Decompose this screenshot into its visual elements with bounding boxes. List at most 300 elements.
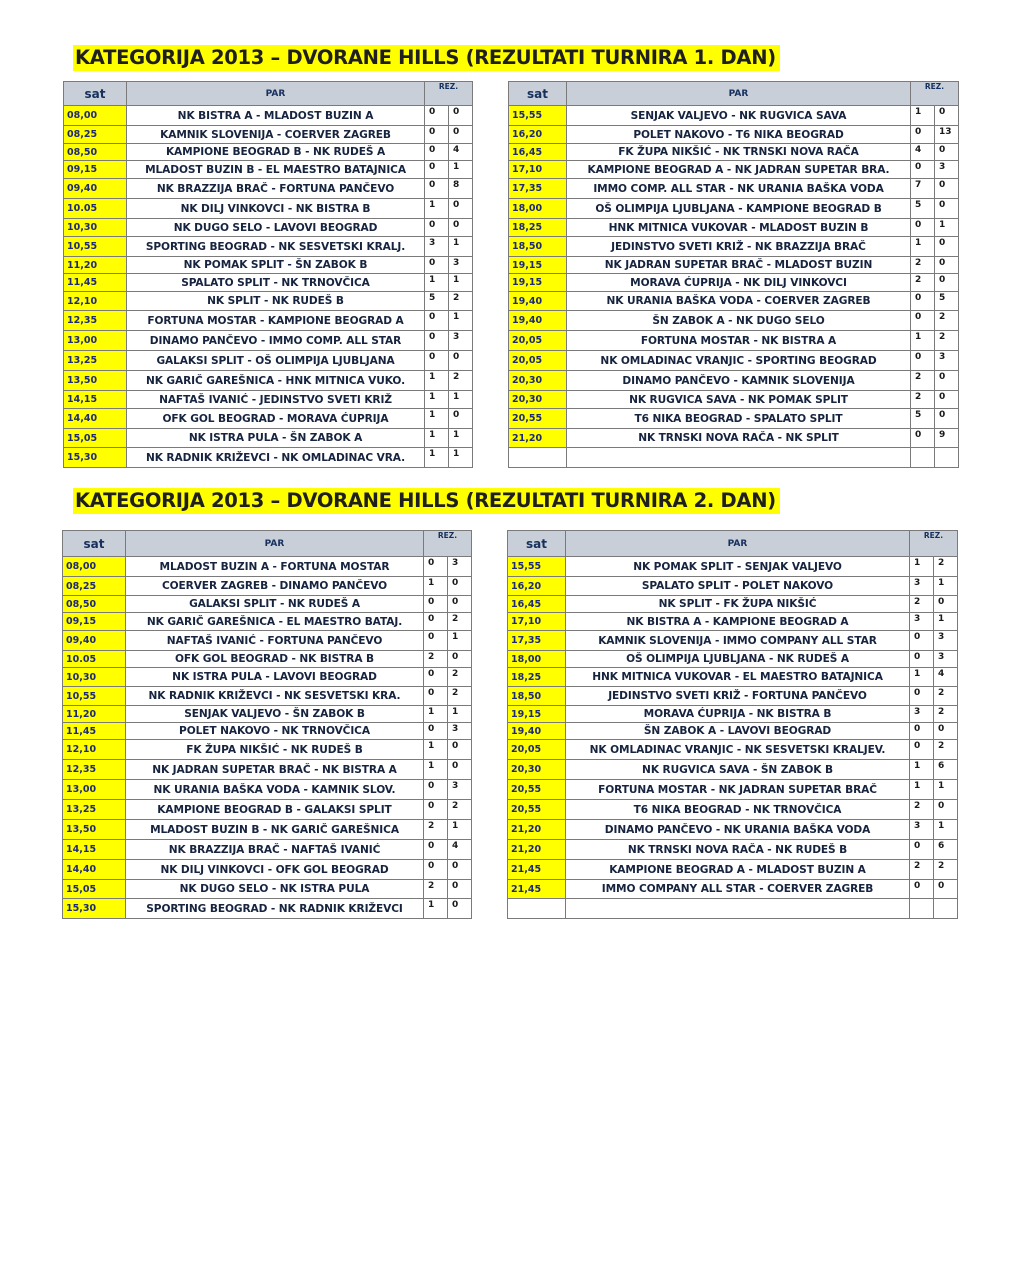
match-time: 20,05 <box>508 740 566 760</box>
away-score: 0 <box>935 237 959 257</box>
away-score: 2 <box>934 557 958 577</box>
match-pair: NK ISTRA PULA - ŠN ZABOK A <box>127 429 425 448</box>
home-score: 5 <box>911 199 935 219</box>
away-score: 3 <box>448 780 472 800</box>
match-row <box>63 800 472 820</box>
away-score: 2 <box>448 613 472 631</box>
away-score: 0 <box>935 409 959 429</box>
match-pair: NAFTAŠ IVANIĆ - FORTUNA PANČEVO <box>126 631 424 651</box>
match-pair: MLADOST BUZIN B - EL MAESTRO BATAJNICA <box>127 161 425 179</box>
match-pair: ŠN ZABOK A - LAVOVI BEOGRAD <box>566 723 910 740</box>
away-score: 2 <box>448 668 472 687</box>
match-time: 16,20 <box>508 577 566 596</box>
match-time: 11,20 <box>63 706 126 723</box>
away-score: 1 <box>449 274 473 292</box>
home-score: 0 <box>910 687 934 706</box>
home-score: 0 <box>424 557 448 577</box>
match-row <box>64 391 473 409</box>
match-time: 12,35 <box>63 760 126 780</box>
match-time: 18,50 <box>508 687 566 706</box>
away-score: 3 <box>449 257 473 274</box>
home-score: 1 <box>425 448 449 468</box>
home-score: 0 <box>911 126 935 144</box>
away-score: 0 <box>934 800 958 820</box>
home-score: 2 <box>424 880 448 899</box>
match-time: 18,25 <box>509 219 567 237</box>
away-score: 0 <box>935 144 959 161</box>
home-score: 1 <box>425 409 449 429</box>
match-pair: NK RUGVICA SAVA - NK POMAK SPLIT <box>567 391 911 409</box>
match-row <box>64 219 473 237</box>
match-row <box>509 199 959 219</box>
away-score: 3 <box>935 161 959 179</box>
match-row <box>64 237 473 257</box>
match-row <box>64 274 473 292</box>
home-score: 1 <box>424 740 448 760</box>
home-score: 2 <box>911 257 935 274</box>
match-row <box>508 596 958 613</box>
header-sat: sat <box>509 82 567 106</box>
home-score: 0 <box>424 668 448 687</box>
match-time: 08,00 <box>64 106 127 126</box>
match-pair: NK TRNSKI NOVA RAČA - NK SPLIT <box>567 429 911 448</box>
home-score: 0 <box>424 800 448 820</box>
match-pair: SPORTING BEOGRAD - NK SESVETSKI KRALJ. <box>127 237 425 257</box>
home-score: 3 <box>910 577 934 596</box>
match-row <box>508 613 958 631</box>
match-time: 13,50 <box>64 371 127 391</box>
match-row <box>64 351 473 371</box>
match-pair: KAMNIK SLOVENIJA - IMMO COMPANY ALL STAR <box>566 631 910 651</box>
match-pair: HNK MITNICA VUKOVAR - EL MAESTRO BATAJNICA <box>566 668 910 687</box>
away-score: 4 <box>934 668 958 687</box>
away-score: 2 <box>448 687 472 706</box>
home-score: 1 <box>910 760 934 780</box>
away-score: 6 <box>934 760 958 780</box>
match-time: 08,25 <box>64 126 127 144</box>
home-score: 1 <box>910 780 934 800</box>
home-score: 1 <box>910 557 934 577</box>
match-row <box>509 429 959 448</box>
match-row <box>63 706 472 723</box>
match-pair: NK BISTRA A - KAMPIONE BEOGRAD A <box>566 613 910 631</box>
match-row <box>509 237 959 257</box>
match-row <box>64 311 473 331</box>
match-pair: MLADOST BUZIN A - FORTUNA MOSTAR <box>126 557 424 577</box>
home-score: 5 <box>911 409 935 429</box>
match-row <box>509 409 959 429</box>
match-row <box>508 880 958 899</box>
away-score: 2 <box>935 311 959 331</box>
away-score: 0 <box>449 351 473 371</box>
away-score: 2 <box>448 800 472 820</box>
match-time: 17,10 <box>509 161 567 179</box>
match-row <box>509 448 959 468</box>
match-row <box>508 706 958 723</box>
match-time: 09,40 <box>63 631 126 651</box>
match-row <box>64 292 473 311</box>
home-score: 0 <box>425 106 449 126</box>
match-row <box>64 257 473 274</box>
away-score: 0 <box>935 179 959 199</box>
match-row <box>63 860 472 880</box>
match-row <box>509 351 959 371</box>
match-row <box>508 740 958 760</box>
away-score: 1 <box>934 613 958 631</box>
match-time: 20,30 <box>508 760 566 780</box>
home-score: 0 <box>911 351 935 371</box>
away-score: 4 <box>449 144 473 161</box>
match-pair: DINAMO PANČEVO - NK URANIA BAŠKA VODA <box>566 820 910 840</box>
match-row <box>508 557 958 577</box>
home-score: 1 <box>910 668 934 687</box>
match-time <box>508 899 566 919</box>
home-score: 3 <box>425 237 449 257</box>
match-time: 13,00 <box>63 780 126 800</box>
match-pair: NK DUGO SELO - NK ISTRA PULA <box>126 880 424 899</box>
away-score: 1 <box>935 219 959 237</box>
match-row <box>63 668 472 687</box>
match-row <box>63 780 472 800</box>
match-pair: IMMO COMPANY ALL STAR - COERVER ZAGREB <box>566 880 910 899</box>
match-time: 20,55 <box>508 800 566 820</box>
home-score: 1 <box>424 899 448 919</box>
home-score: 2 <box>911 274 935 292</box>
match-time: 18,00 <box>508 651 566 668</box>
header-rez: REZ. <box>910 531 958 557</box>
away-score: 1 <box>448 820 472 840</box>
match-time: 16,45 <box>508 596 566 613</box>
home-score <box>911 448 935 468</box>
match-row <box>509 371 959 391</box>
match-pair: NK JADRAN SUPETAR BRAČ - MLADOST BUZIN <box>567 257 911 274</box>
match-row <box>63 557 472 577</box>
match-pair: MORAVA ĆUPRIJA - NK BISTRA B <box>566 706 910 723</box>
match-pair: SPORTING BEOGRAD - NK RADNIK KRIŽEVCI <box>126 899 424 919</box>
match-time: 21,45 <box>508 880 566 899</box>
match-pair: T6 NIKA BEOGRAD - NK TRNOVČICA <box>566 800 910 820</box>
match-pair: MORAVA ĆUPRIJA - NK DILJ VINKOVCI <box>567 274 911 292</box>
home-score: 1 <box>425 274 449 292</box>
day1-title: KATEGORIJA 2013 – DVORANE HILLS (REZULTATI TURNIRA 1. DAN) <box>73 45 780 71</box>
match-row <box>63 899 472 919</box>
away-score: 13 <box>935 126 959 144</box>
away-score: 0 <box>935 257 959 274</box>
match-pair: SENJAK VALJEVO - ŠN ZABOK B <box>126 706 424 723</box>
away-score: 0 <box>935 106 959 126</box>
match-time: 20,05 <box>509 351 567 371</box>
home-score: 0 <box>911 429 935 448</box>
match-row <box>509 106 959 126</box>
away-score: 2 <box>449 292 473 311</box>
away-score: 2 <box>449 371 473 391</box>
home-score: 0 <box>911 219 935 237</box>
home-score: 0 <box>425 351 449 371</box>
away-score: 0 <box>448 596 472 613</box>
away-score: 1 <box>934 820 958 840</box>
home-score: 0 <box>425 331 449 351</box>
home-score: 2 <box>910 800 934 820</box>
match-pair: NK SPLIT - NK RUDEŠ B <box>127 292 425 311</box>
home-score: 1 <box>911 106 935 126</box>
match-time: 15,05 <box>64 429 127 448</box>
match-pair: SPALATO SPLIT - NK TRNOVČICA <box>127 274 425 292</box>
match-pair: NK RADNIK KRIŽEVCI - NK OMLADINAC VRA. <box>127 448 425 468</box>
match-time: 16,20 <box>509 126 567 144</box>
match-pair: NK OMLADINAC VRANJIC - SPORTING BEOGRAD <box>567 351 911 371</box>
match-row <box>508 631 958 651</box>
header-par: PAR <box>127 82 425 106</box>
match-pair: FORTUNA MOSTAR - KAMPIONE BEOGRAD A <box>127 311 425 331</box>
home-score: 3 <box>910 820 934 840</box>
away-score: 2 <box>935 331 959 351</box>
away-score: 8 <box>449 179 473 199</box>
match-pair: GALAKSI SPLIT - NK RUDEŠ A <box>126 596 424 613</box>
match-pair <box>567 448 911 468</box>
match-time: 21,45 <box>508 860 566 880</box>
home-score: 0 <box>424 687 448 706</box>
match-pair: NK URANIA BAŠKA VODA - KAMNIK SLOV. <box>126 780 424 800</box>
match-pair: FK ŽUPA NIKŠIĆ - NK RUDEŠ B <box>126 740 424 760</box>
match-row <box>508 860 958 880</box>
day2-right-results-table <box>507 530 958 919</box>
match-row <box>63 613 472 631</box>
match-pair: OFK GOL BEOGRAD - MORAVA ĆUPRIJA <box>127 409 425 429</box>
away-score: 0 <box>935 274 959 292</box>
away-score: 0 <box>448 740 472 760</box>
match-row <box>64 106 473 126</box>
match-row <box>63 687 472 706</box>
match-row <box>509 331 959 351</box>
home-score: 0 <box>425 219 449 237</box>
away-score: 2 <box>934 706 958 723</box>
header-par: PAR <box>567 82 911 106</box>
match-time: 21,20 <box>508 820 566 840</box>
day1-right-results-table <box>508 81 959 468</box>
header-rez: REZ. <box>425 82 473 106</box>
match-row <box>63 840 472 860</box>
match-pair: T6 NIKA BEOGRAD - SPALATO SPLIT <box>567 409 911 429</box>
home-score: 0 <box>910 840 934 860</box>
match-time: 10,55 <box>63 687 126 706</box>
match-row <box>508 800 958 820</box>
header-row <box>63 531 472 557</box>
match-time: 14,40 <box>64 409 127 429</box>
match-row <box>64 409 473 429</box>
match-pair: KAMPIONE BEOGRAD B - NK RUDEŠ A <box>127 144 425 161</box>
home-score: 3 <box>910 613 934 631</box>
home-score: 0 <box>424 613 448 631</box>
away-score: 2 <box>934 860 958 880</box>
home-score: 0 <box>424 780 448 800</box>
match-time: 19,15 <box>509 274 567 292</box>
match-time: 19,40 <box>509 292 567 311</box>
match-pair: NK DILJ VINKOVCI - OFK GOL BEOGRAD <box>126 860 424 880</box>
match-pair: NK JADRAN SUPETAR BRAČ - NK BISTRA A <box>126 760 424 780</box>
match-time: 10.05 <box>63 651 126 668</box>
match-pair: GALAKSI SPLIT - OŠ OLIMPIJA LJUBLJANA <box>127 351 425 371</box>
match-row <box>509 219 959 237</box>
away-score: 1 <box>934 780 958 800</box>
match-pair: KAMPIONE BEOGRAD A - NK JADRAN SUPETAR BRA. <box>567 161 911 179</box>
away-score: 0 <box>934 596 958 613</box>
match-time: 15,55 <box>508 557 566 577</box>
match-row <box>509 311 959 331</box>
home-score: 1 <box>424 706 448 723</box>
match-pair: MLADOST BUZIN B - NK GARIČ GAREŠNICA <box>126 820 424 840</box>
day2-title: KATEGORIJA 2013 – DVORANE HILLS (REZULTATI TURNIRA 2. DAN) <box>73 488 780 514</box>
match-time: 20,55 <box>508 780 566 800</box>
home-score: 1 <box>424 577 448 596</box>
away-score: 0 <box>448 899 472 919</box>
match-pair: NK DUGO SELO - LAVOVI BEOGRAD <box>127 219 425 237</box>
match-time: 10.05 <box>64 199 127 219</box>
match-pair <box>566 899 910 919</box>
match-row <box>509 257 959 274</box>
match-pair: JEDINSTVO SVETI KRIŽ - FORTUNA PANČEVO <box>566 687 910 706</box>
match-time: 11,45 <box>64 274 127 292</box>
header-par: PAR <box>566 531 910 557</box>
away-score: 3 <box>449 331 473 351</box>
away-score: 3 <box>935 351 959 371</box>
match-time: 15,30 <box>64 448 127 468</box>
match-time: 13,25 <box>63 800 126 820</box>
home-score <box>910 899 934 919</box>
match-time: 09,40 <box>64 179 127 199</box>
header-row <box>508 531 958 557</box>
home-score: 2 <box>424 820 448 840</box>
away-score: 3 <box>934 651 958 668</box>
home-score: 0 <box>910 740 934 760</box>
match-row <box>63 880 472 899</box>
match-row <box>63 651 472 668</box>
match-time: 20,30 <box>509 371 567 391</box>
match-time: 11,20 <box>64 257 127 274</box>
match-time: 10,30 <box>63 668 126 687</box>
match-time <box>509 448 567 468</box>
header-rez: REZ. <box>424 531 472 557</box>
home-score: 1 <box>425 391 449 409</box>
header-row <box>509 82 959 106</box>
home-score: 0 <box>425 161 449 179</box>
away-score: 0 <box>934 723 958 740</box>
match-pair: NK RUGVICA SAVA - ŠN ZABOK B <box>566 760 910 780</box>
home-score: 0 <box>424 631 448 651</box>
match-time: 15,55 <box>509 106 567 126</box>
away-score: 5 <box>935 292 959 311</box>
away-score <box>935 448 959 468</box>
match-row <box>63 631 472 651</box>
match-row <box>63 596 472 613</box>
home-score: 0 <box>425 257 449 274</box>
header-sat: sat <box>63 531 126 557</box>
match-time: 10,30 <box>64 219 127 237</box>
match-time: 19,15 <box>508 706 566 723</box>
match-row <box>509 126 959 144</box>
match-pair: KAMPIONE BEOGRAD A - MLADOST BUZIN A <box>566 860 910 880</box>
away-score: 0 <box>448 880 472 899</box>
match-row <box>64 144 473 161</box>
header-sat: sat <box>64 82 127 106</box>
away-score: 0 <box>448 651 472 668</box>
header-sat: sat <box>508 531 566 557</box>
match-pair: NK BISTRA A - MLADOST BUZIN A <box>127 106 425 126</box>
match-time: 14,15 <box>64 391 127 409</box>
match-time: 15,30 <box>63 899 126 919</box>
home-score: 1 <box>425 429 449 448</box>
match-time: 12,10 <box>63 740 126 760</box>
away-score: 2 <box>934 687 958 706</box>
match-row <box>508 723 958 740</box>
away-score: 9 <box>935 429 959 448</box>
match-time: 20,55 <box>509 409 567 429</box>
away-score: 1 <box>449 237 473 257</box>
home-score: 0 <box>910 631 934 651</box>
match-time: 16,45 <box>509 144 567 161</box>
match-row <box>508 840 958 860</box>
away-score: 0 <box>448 577 472 596</box>
match-pair: COERVER ZAGREB - DINAMO PANČEVO <box>126 577 424 596</box>
match-time: 10,55 <box>64 237 127 257</box>
home-score: 2 <box>911 371 935 391</box>
match-pair: NK OMLADINAC VRANJIC - NK SESVETSKI KRALJEV. <box>566 740 910 760</box>
match-time: 13,00 <box>64 331 127 351</box>
match-row <box>508 820 958 840</box>
home-score: 1 <box>425 199 449 219</box>
match-time: 21,20 <box>509 429 567 448</box>
home-score: 0 <box>911 161 935 179</box>
match-pair: OFK GOL BEOGRAD - NK BISTRA B <box>126 651 424 668</box>
match-row <box>64 429 473 448</box>
away-score: 0 <box>448 760 472 780</box>
away-score <box>934 899 958 919</box>
away-score: 4 <box>448 840 472 860</box>
match-row <box>508 899 958 919</box>
match-row <box>63 740 472 760</box>
match-pair: SPALATO SPLIT - POLET NAKOVO <box>566 577 910 596</box>
away-score: 0 <box>935 391 959 409</box>
match-row <box>508 668 958 687</box>
home-score: 2 <box>424 651 448 668</box>
match-time: 19,40 <box>508 723 566 740</box>
match-row <box>509 161 959 179</box>
away-score: 1 <box>934 577 958 596</box>
match-row <box>64 371 473 391</box>
match-time: 18,50 <box>509 237 567 257</box>
match-row <box>508 577 958 596</box>
match-time: 17,10 <box>508 613 566 631</box>
match-time: 12,10 <box>64 292 127 311</box>
header-rez: REZ. <box>911 82 959 106</box>
match-pair: NK BRAZZIJA BRAČ - NAFTAŠ IVANIĆ <box>126 840 424 860</box>
home-score: 0 <box>425 126 449 144</box>
match-pair: DINAMO PANČEVO - KAMNIK SLOVENIJA <box>567 371 911 391</box>
away-score: 3 <box>448 723 472 740</box>
match-row <box>508 780 958 800</box>
home-score: 1 <box>425 371 449 391</box>
away-score: 3 <box>934 631 958 651</box>
match-row <box>64 331 473 351</box>
match-pair: NK DILJ VINKOVCI - NK BISTRA B <box>127 199 425 219</box>
away-score: 0 <box>449 219 473 237</box>
match-row <box>509 274 959 292</box>
match-time: 18,00 <box>509 199 567 219</box>
match-row <box>63 760 472 780</box>
match-pair: SENJAK VALJEVO - NK RUGVICA SAVA <box>567 106 911 126</box>
match-pair: DINAMO PANČEVO - IMMO COMP. ALL STAR <box>127 331 425 351</box>
match-time: 21,20 <box>508 840 566 860</box>
home-score: 0 <box>424 596 448 613</box>
